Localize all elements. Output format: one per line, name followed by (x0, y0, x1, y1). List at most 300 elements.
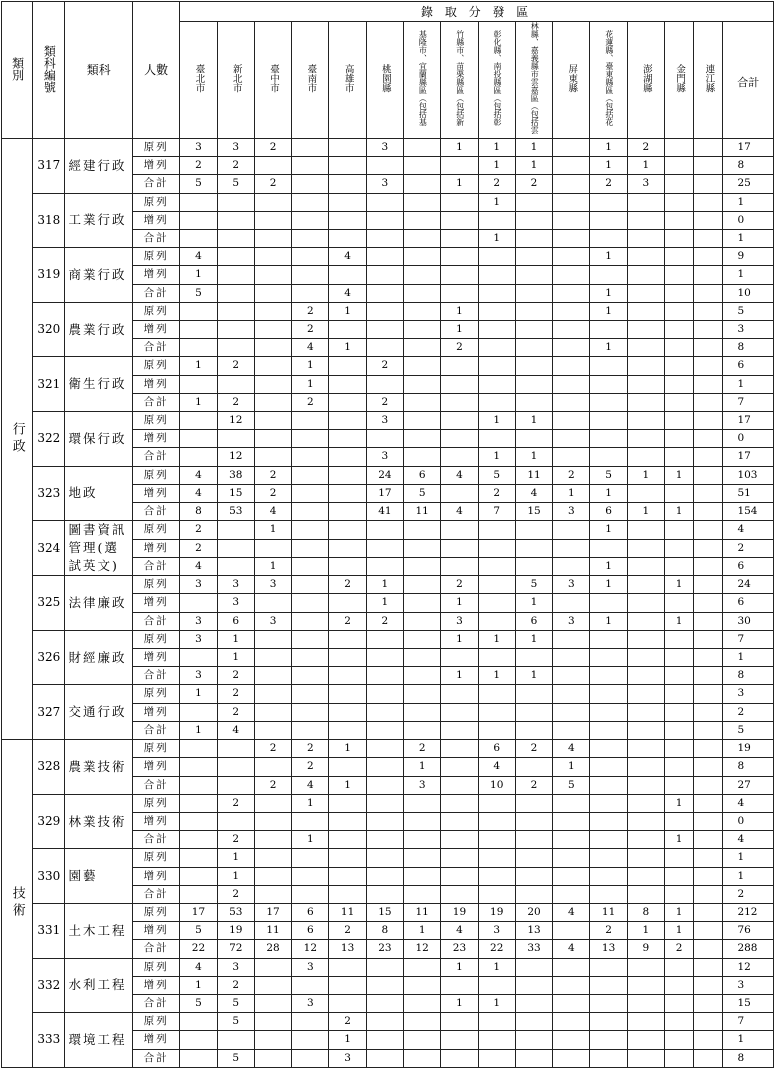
region-count-cell (329, 448, 366, 466)
region-count-cell (553, 1031, 590, 1049)
region-count-cell (404, 248, 441, 266)
region-count-cell (627, 393, 664, 411)
region-count-cell (366, 740, 403, 758)
region-count-cell (217, 339, 254, 357)
row-total-cell: 288 (723, 940, 774, 958)
region-count-cell (478, 393, 515, 411)
region-count-cell (478, 885, 515, 903)
region-count-cell (180, 1031, 217, 1049)
region-count-cell: 1 (665, 503, 694, 521)
region-count-cell (404, 612, 441, 630)
region-count-cell (292, 248, 329, 266)
row-type-cell: 原列 (132, 740, 179, 758)
region-count-cell (404, 831, 441, 849)
region-count-cell (329, 721, 366, 739)
region-count-cell: 11 (404, 903, 441, 921)
region-count-cell (404, 430, 441, 448)
table-row (2, 794, 774, 812)
region-count-cell (627, 1049, 664, 1067)
table-row (2, 193, 774, 211)
region-count-cell (366, 630, 403, 648)
region-count-cell (590, 594, 627, 612)
region-count-cell (553, 630, 590, 648)
region-count-cell: 2 (254, 139, 291, 157)
row-type-cell: 合計 (132, 721, 179, 739)
row-type-cell: 增列 (132, 211, 179, 229)
region-count-cell: 1 (590, 284, 627, 302)
region-count-cell: 1 (292, 794, 329, 812)
region-count-cell (590, 211, 627, 229)
region-count-cell (694, 157, 723, 175)
region-count-cell (180, 849, 217, 867)
region-count-cell: 1 (627, 157, 664, 175)
region-count-cell: 4 (254, 503, 291, 521)
row-type-cell: 合計 (132, 230, 179, 248)
row-type-cell: 合計 (132, 557, 179, 575)
region-count-cell (180, 211, 217, 229)
subject-code-cell: 318 (33, 193, 65, 248)
region-count-cell: 3 (627, 175, 664, 193)
row-type-cell: 合計 (132, 503, 179, 521)
region-count-cell (254, 958, 291, 976)
region-count-cell: 1 (590, 157, 627, 175)
row-type-cell: 增列 (132, 375, 179, 393)
region-count-cell (553, 393, 590, 411)
region-count-cell (553, 976, 590, 994)
region-count-cell (478, 375, 515, 393)
region-count-cell (292, 721, 329, 739)
region-count-cell: 1 (665, 903, 694, 921)
region-count-cell (478, 849, 515, 867)
region-count-cell (404, 302, 441, 320)
region-count-cell (366, 776, 403, 794)
allocation-table (1, 1, 774, 1068)
region-count-cell (553, 885, 590, 903)
region-count-cell: 1 (665, 922, 694, 940)
region-count-cell: 4 (329, 284, 366, 302)
region-count-cell (590, 831, 627, 849)
subject-name-cell: 衛生行政 (65, 357, 133, 412)
row-total-cell: 24 (723, 576, 774, 594)
row-type-cell: 合計 (132, 284, 179, 302)
region-count-cell: 5 (180, 175, 217, 193)
subject-code-cell: 331 (33, 903, 65, 958)
region-count-cell (329, 466, 366, 484)
region-count-cell (627, 685, 664, 703)
region-count-cell (590, 430, 627, 448)
region-count-cell: 1 (180, 357, 217, 375)
region-count-cell: 1 (478, 994, 515, 1012)
region-count-cell: 4 (180, 466, 217, 484)
region-count-cell (515, 521, 552, 539)
region-count-cell (627, 248, 664, 266)
region-count-cell (292, 466, 329, 484)
region-count-cell (590, 758, 627, 776)
region-count-cell (329, 649, 366, 667)
region-count-cell: 5 (515, 576, 552, 594)
region-count-cell (694, 612, 723, 630)
region-count-cell (553, 448, 590, 466)
region-count-cell (217, 430, 254, 448)
region-count-cell (404, 412, 441, 430)
region-count-cell: 2 (254, 740, 291, 758)
region-count-cell (478, 867, 515, 885)
region-count-cell (180, 867, 217, 885)
region-count-cell: 2 (217, 703, 254, 721)
region-count-cell (329, 976, 366, 994)
table-row (2, 521, 774, 539)
region-count-cell (292, 1031, 329, 1049)
region-count-cell: 13 (590, 940, 627, 958)
region-count-cell (217, 230, 254, 248)
region-count-cell (329, 193, 366, 211)
region-count-cell (627, 867, 664, 885)
region-count-cell: 2 (478, 175, 515, 193)
subject-name-cell: 農業技術 (65, 740, 133, 795)
row-type-cell: 合計 (132, 831, 179, 849)
row-total-cell: 154 (723, 503, 774, 521)
region-count-cell (366, 1049, 403, 1067)
region-count-cell: 3 (254, 612, 291, 630)
region-count-cell: 8 (180, 503, 217, 521)
region-count-cell (180, 649, 217, 667)
region-count-cell (404, 794, 441, 812)
region-count-cell (553, 667, 590, 685)
region-count-cell: 1 (180, 976, 217, 994)
category-cell: 行政 (2, 139, 33, 740)
region-count-cell (665, 958, 694, 976)
row-type-cell: 原列 (132, 139, 179, 157)
region-count-cell (292, 594, 329, 612)
region-count-cell (553, 339, 590, 357)
region-count-cell (441, 284, 478, 302)
region-count-cell (254, 1013, 291, 1031)
region-count-cell (665, 703, 694, 721)
region-count-cell (553, 849, 590, 867)
region-count-cell (404, 885, 441, 903)
region-count-cell (441, 521, 478, 539)
region-count-cell (590, 721, 627, 739)
region-count-cell (180, 740, 217, 758)
region-count-cell (254, 630, 291, 648)
region-count-cell (665, 812, 694, 830)
region-count-cell (553, 302, 590, 320)
region-count-cell (366, 794, 403, 812)
region-count-cell (694, 266, 723, 284)
region-count-cell (254, 721, 291, 739)
region-count-cell (254, 1049, 291, 1067)
region-count-cell (478, 794, 515, 812)
region-count-cell (627, 612, 664, 630)
region-count-cell (441, 193, 478, 211)
row-total-cell: 76 (723, 922, 774, 940)
region-count-cell (366, 649, 403, 667)
region-count-cell (292, 175, 329, 193)
row-type-cell: 合計 (132, 393, 179, 411)
region-count-cell (553, 211, 590, 229)
region-count-cell (515, 284, 552, 302)
region-count-cell: 2 (217, 393, 254, 411)
row-total-cell: 4 (723, 521, 774, 539)
region-count-cell (590, 776, 627, 794)
region-count-cell: 1 (515, 594, 552, 612)
region-count-cell (665, 557, 694, 575)
region-count-cell (553, 139, 590, 157)
region-count-cell (590, 649, 627, 667)
region-count-cell (441, 557, 478, 575)
region-count-cell (329, 885, 366, 903)
region-count-cell (441, 484, 478, 502)
region-count-cell: 1 (515, 448, 552, 466)
region-count-cell: 11 (515, 466, 552, 484)
region-count-cell: 20 (515, 903, 552, 921)
region-count-cell: 2 (329, 612, 366, 630)
region-count-cell: 24 (366, 466, 403, 484)
count-header: 人數 (132, 2, 179, 139)
region-count-cell (441, 357, 478, 375)
region-count-cell (694, 594, 723, 612)
region-count-cell (665, 248, 694, 266)
region-header (366, 22, 403, 139)
subject-name-cell: 農業行政 (65, 302, 133, 357)
table-row (2, 630, 774, 648)
region-count-cell (441, 721, 478, 739)
region-count-cell (217, 557, 254, 575)
region-count-cell (292, 612, 329, 630)
region-count-cell (553, 375, 590, 393)
region-count-cell: 6 (478, 740, 515, 758)
region-count-cell: 1 (665, 612, 694, 630)
row-total-cell: 1 (723, 867, 774, 885)
region-count-cell (665, 594, 694, 612)
region-count-cell (665, 1031, 694, 1049)
region-count-cell (515, 867, 552, 885)
region-count-cell (404, 812, 441, 830)
subject-name-cell: 交通行政 (65, 685, 133, 740)
region-count-cell (694, 302, 723, 320)
row-type-cell: 增列 (132, 976, 179, 994)
category-header: 類別 (2, 2, 33, 139)
row-total-cell: 6 (723, 557, 774, 575)
region-count-cell: 2 (254, 466, 291, 484)
row-total-cell: 17 (723, 412, 774, 430)
region-count-cell (404, 576, 441, 594)
row-total-cell: 25 (723, 175, 774, 193)
region-count-cell (366, 284, 403, 302)
region-label: 花蓮縣、臺東縣區（包括花 (604, 30, 614, 126)
table-row (2, 357, 774, 375)
region-count-cell: 1 (478, 630, 515, 648)
row-total-cell: 12 (723, 958, 774, 976)
region-count-cell (404, 667, 441, 685)
region-count-cell (553, 321, 590, 339)
region-count-cell: 2 (254, 776, 291, 794)
region-count-cell (254, 994, 291, 1012)
region-count-cell (590, 885, 627, 903)
region-count-cell (478, 321, 515, 339)
region-count-cell (441, 1013, 478, 1031)
region-header (329, 22, 366, 139)
region-count-cell: 1 (292, 831, 329, 849)
region-count-cell (404, 284, 441, 302)
region-count-cell (553, 721, 590, 739)
region-count-cell: 3 (553, 576, 590, 594)
subject-name-cell: 財經廉政 (65, 630, 133, 685)
region-count-cell (254, 193, 291, 211)
region-count-cell (665, 740, 694, 758)
region-count-cell (180, 831, 217, 849)
region-count-cell: 5 (404, 484, 441, 502)
region-count-cell (292, 1049, 329, 1067)
row-total-cell: 30 (723, 612, 774, 630)
region-count-cell: 17 (254, 903, 291, 921)
region-count-cell (515, 539, 552, 557)
region-count-cell (366, 339, 403, 357)
region-count-cell: 1 (665, 794, 694, 812)
region-count-cell (254, 393, 291, 411)
region-count-cell (180, 885, 217, 903)
region-count-cell (404, 139, 441, 157)
region-count-cell: 3 (180, 139, 217, 157)
region-header (665, 22, 694, 139)
region-header (404, 22, 441, 139)
region-count-cell: 17 (366, 484, 403, 502)
region-count-cell: 6 (515, 612, 552, 630)
region-count-cell (694, 849, 723, 867)
region-count-cell (627, 849, 664, 867)
region-count-cell (665, 139, 694, 157)
region-count-cell (553, 812, 590, 830)
region-count-cell (329, 266, 366, 284)
region-count-cell: 4 (292, 339, 329, 357)
region-count-cell: 2 (515, 740, 552, 758)
region-count-cell (478, 266, 515, 284)
region-count-cell (694, 193, 723, 211)
region-count-cell (553, 831, 590, 849)
row-type-cell: 合計 (132, 994, 179, 1012)
region-count-cell (694, 922, 723, 940)
region-count-cell (694, 703, 723, 721)
region-count-cell (665, 393, 694, 411)
subject-name-cell: 園藝 (65, 849, 133, 904)
row-total-cell: 103 (723, 466, 774, 484)
row-type-cell: 原列 (132, 794, 179, 812)
region-count-cell (694, 375, 723, 393)
region-count-cell (665, 776, 694, 794)
subject-name-cell: 經建行政 (65, 139, 133, 194)
region-count-cell (590, 539, 627, 557)
region-count-cell (627, 412, 664, 430)
region-count-cell: 1 (478, 157, 515, 175)
region-count-cell (553, 193, 590, 211)
region-count-cell (515, 1013, 552, 1031)
region-count-cell (553, 958, 590, 976)
region-count-cell (665, 230, 694, 248)
row-type-cell: 合計 (132, 448, 179, 466)
row-total-cell: 4 (723, 831, 774, 849)
region-count-cell: 1 (217, 867, 254, 885)
region-count-cell (553, 922, 590, 940)
region-count-cell (694, 1049, 723, 1067)
region-count-cell (441, 393, 478, 411)
region-count-cell (665, 321, 694, 339)
region-count-cell (366, 211, 403, 229)
region-count-cell (404, 630, 441, 648)
row-type-cell: 合計 (132, 667, 179, 685)
region-count-cell: 2 (254, 175, 291, 193)
region-count-cell (217, 758, 254, 776)
region-count-cell: 4 (441, 466, 478, 484)
region-count-cell (366, 321, 403, 339)
row-type-cell: 原列 (132, 466, 179, 484)
region-count-cell (665, 175, 694, 193)
region-count-cell: 1 (329, 302, 366, 320)
region-count-cell (329, 484, 366, 502)
region-count-cell (404, 649, 441, 667)
region-count-cell (627, 794, 664, 812)
region-count-cell: 3 (553, 612, 590, 630)
region-count-cell (292, 484, 329, 502)
region-count-cell (441, 703, 478, 721)
region-count-cell (254, 831, 291, 849)
region-count-cell (590, 867, 627, 885)
region-header (723, 22, 774, 139)
region-count-cell (180, 1013, 217, 1031)
region-count-cell (254, 812, 291, 830)
region-count-cell: 1 (292, 375, 329, 393)
region-header (553, 22, 590, 139)
row-type-cell: 增列 (132, 484, 179, 502)
region-count-cell: 1 (180, 266, 217, 284)
category-cell: 技術 (2, 740, 33, 1068)
region-count-cell: 2 (292, 393, 329, 411)
region-count-cell: 72 (217, 940, 254, 958)
row-type-cell: 原列 (132, 521, 179, 539)
region-count-cell (694, 557, 723, 575)
region-count-cell (515, 703, 552, 721)
row-total-cell: 8 (723, 667, 774, 685)
subject-name-cell: 環境工程 (65, 1013, 133, 1068)
region-count-cell (694, 339, 723, 357)
region-count-cell (694, 940, 723, 958)
region-count-cell (553, 594, 590, 612)
table-row (2, 685, 774, 703)
region-count-cell: 2 (217, 157, 254, 175)
region-count-cell (553, 703, 590, 721)
row-type-cell: 原列 (132, 849, 179, 867)
row-total-cell: 3 (723, 685, 774, 703)
region-count-cell (404, 230, 441, 248)
region-count-cell: 1 (441, 630, 478, 648)
region-count-cell (515, 266, 552, 284)
region-count-cell: 2 (441, 339, 478, 357)
region-count-cell (441, 448, 478, 466)
region-count-cell (478, 831, 515, 849)
row-total-cell: 1 (723, 1031, 774, 1049)
row-total-cell: 212 (723, 903, 774, 921)
region-count-cell: 12 (217, 412, 254, 430)
region-count-cell (590, 630, 627, 648)
region-count-cell (254, 211, 291, 229)
region-count-cell (590, 794, 627, 812)
region-count-cell: 1 (665, 466, 694, 484)
row-total-cell: 19 (723, 740, 774, 758)
region-count-cell: 1 (254, 521, 291, 539)
region-count-cell: 6 (590, 503, 627, 521)
row-total-cell: 3 (723, 976, 774, 994)
region-count-cell (627, 721, 664, 739)
region-count-cell (329, 630, 366, 648)
